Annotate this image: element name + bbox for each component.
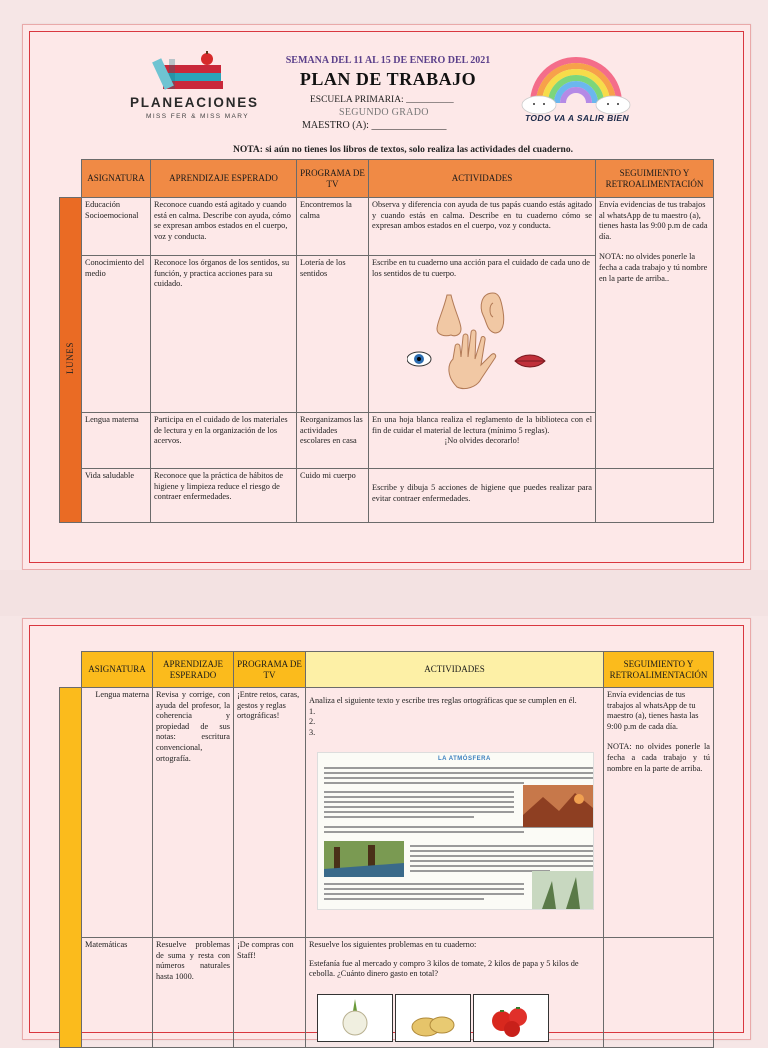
five-senses-icon <box>407 287 557 395</box>
atmosphere-article <box>317 752 594 910</box>
activity-text: Analiza el siguiente texto y escribe tres reglas ortográficas que se cumplen en él. <box>309 696 577 705</box>
followup-note: NOTA: no olvides ponerle la fecha a cada trabajo y tú nombre en la parte de arriba.. <box>599 252 708 283</box>
followup-text: Envía evidencias de tus trabajos al whatsApp de tu maestro (a), tienes hasta las 9:00 p.m de cada día. <box>607 690 699 731</box>
tomato-box <box>473 994 549 1042</box>
page-1 <box>22 24 751 570</box>
produce-images <box>309 994 600 1042</box>
header-learning: APRENDIZAJE ESPERADO <box>151 160 297 198</box>
header-tv: PROGRAMA DE TV <box>297 160 369 198</box>
activity-text: Escribe y dibuja 5 acciones de higiene que puedes realizar para evitar contraer enfermedades. <box>372 483 592 503</box>
header-subject: ASIGNATURA <box>82 652 153 688</box>
grade-label: SEGUNDO GRADO <box>339 107 429 118</box>
potato-icon <box>396 995 470 1041</box>
followup-cell <box>604 688 714 938</box>
tv-cell: Reorganizamos las actividades escolares en casa <box>297 413 369 469</box>
rainbow-caption: TODO VA A SALIR BIEN <box>524 113 630 123</box>
books-logo-icon <box>123 51 268 99</box>
school-field: ESCUELA PRIMARIA: __________ <box>310 95 454 105</box>
page-2 <box>22 618 751 1040</box>
week-range: SEMANA DEL 11 AL 15 DE ENERO DEL 2021 <box>285 55 491 66</box>
tv-cell: Lotería de los sentidos <box>297 256 369 413</box>
header-tv: PROGRAMA DE TV <box>234 652 306 688</box>
plants-icon <box>532 871 594 909</box>
activity-cell <box>369 469 596 523</box>
tv-cell: Cuido mi cuerpo <box>297 469 369 523</box>
day-cell <box>60 198 82 523</box>
learning-cell: Reconoce cuando está agitado y cuando está en calma. Describe con ayuda, cómo se expresan ambos estados en el cuerpo, voz y conducta. <box>151 198 297 256</box>
problem-text: Estefanía fue al mercado y compro 3 kilos de tomate, 2 kilos de papa y 5 kilos de cebolla. ¿Cuánto dinero gasto en total? <box>309 958 579 979</box>
learning-cell: Reconoce los órganos de los sentidos, su función, y practica acciones para su cuidado. <box>151 256 297 413</box>
header-activities: ACTIVIDADES <box>306 652 604 688</box>
activity-text: Resuelve los siguientes problemas en tu cuaderno: <box>309 940 477 949</box>
logo-subtitle: MISS FER & MISS MARY <box>146 113 250 120</box>
subject-cell: Vida saludable <box>82 469 151 523</box>
followup-note: NOTA: no olvides ponerle la fecha a cada trabajo y tú nombre en la parte de arriba. <box>607 742 710 773</box>
logo-title: PLANEACIONES <box>130 95 259 110</box>
table-row <box>60 469 714 523</box>
textbook-note: NOTA: si aún no tienes los libros de textos, solo realiza las actividades del cuaderno. <box>233 145 573 155</box>
rule-line-1: 1. <box>309 706 316 716</box>
tuesday-plan-table <box>59 651 714 1048</box>
page-gap <box>0 570 768 616</box>
rule-line-2: 2. <box>309 717 316 727</box>
potato-box <box>395 994 471 1042</box>
followup-empty-cell <box>604 938 714 1048</box>
header-followup: SEGUIMIENTO Y RETROALIMENTACIÓN <box>604 652 714 688</box>
day-label: LUNES <box>64 342 75 375</box>
tv-cell: ¡De compras con Staff! <box>234 938 306 1048</box>
onion-box <box>317 994 393 1042</box>
volcanic-landscape-icon <box>523 785 594 827</box>
followup-cell <box>596 198 714 469</box>
subject-cell: Educación Socioemocional <box>82 198 151 256</box>
activity-cell <box>369 413 596 469</box>
learning-cell: Resuelve problemas de suma y resta con números naturales hasta 1000. <box>153 938 234 1048</box>
article-title: LA ATMÓSFERA <box>438 756 491 763</box>
header-followup: SEGUIMIENTO Y RETROALIMENTACIÓN <box>596 160 714 198</box>
monday-plan-table <box>59 159 714 523</box>
teacher-field: MAESTRO (A): _______________ <box>302 120 447 131</box>
followup-text: Envía evidencias de tus trabajos al whatsApp de tu maestro (a), tienes hasta las 9:00 p.m de cada día. <box>599 200 708 241</box>
table-row <box>60 198 714 256</box>
activity-cell <box>369 256 596 413</box>
tomato-icon <box>474 995 548 1041</box>
rule-line-3: 3. <box>309 727 316 737</box>
tv-cell: Encontremos la calma <box>297 198 369 256</box>
table-row <box>60 938 714 1048</box>
tv-cell: ¡Entre retos, caras, gestos y reglas ortográficas! <box>234 688 306 938</box>
activity-cell <box>306 688 604 938</box>
header-learning: APRENDIZAJE ESPERADO <box>153 652 234 688</box>
subject-cell: Conocimiento del medio <box>82 256 151 413</box>
learning-cell: Revisa y corrige, con ayuda del profesor, la coherencia y propiedad de sus notas: escritura convencional, ortografía. <box>153 688 234 938</box>
activity-cell: Observa y diferencia con ayuda de tus papás cuando estás agitado y cuando estás en calma. Describe en tu cuaderno cómo se expresan ambos estados en el cuerpo, voz y conducta. <box>369 198 596 256</box>
header-subject: ASIGNATURA <box>82 160 151 198</box>
header-activities: ACTIVIDADES <box>369 160 596 198</box>
onion-icon <box>318 995 392 1041</box>
subject-cell: Matemáticas <box>82 938 153 1048</box>
learning-cell: Reconoce que la práctica de hábitos de higiene y limpieza reduce el riesgo de contraer enfermedades. <box>151 469 297 523</box>
rainbow-icon <box>521 45 631 115</box>
day-cell <box>60 688 82 1048</box>
page-title: PLAN DE TRABAJO <box>299 69 477 89</box>
followup-empty-cell <box>596 469 714 523</box>
subject-cell: Lengua materna <box>82 413 151 469</box>
activity-text: En una hoja blanca realiza el reglamento de la biblioteca con el fin de cuidar el material de lectura (mínimo 5 reglas). <box>372 415 592 435</box>
activity-note: ¡No olvides decorarlo! <box>444 436 520 446</box>
activity-text: Escribe en tu cuaderno una acción para el cuidado de cada uno de los sentidos de tu cuerpo. <box>372 258 590 278</box>
learning-cell: Participa en el cuidado de los materiales de lectura y en la organización de los acervos. <box>151 413 297 469</box>
forest-icon <box>324 841 404 877</box>
subject-cell: Lengua materna <box>82 688 153 938</box>
table-row <box>60 688 714 938</box>
activity-cell <box>306 938 604 1048</box>
